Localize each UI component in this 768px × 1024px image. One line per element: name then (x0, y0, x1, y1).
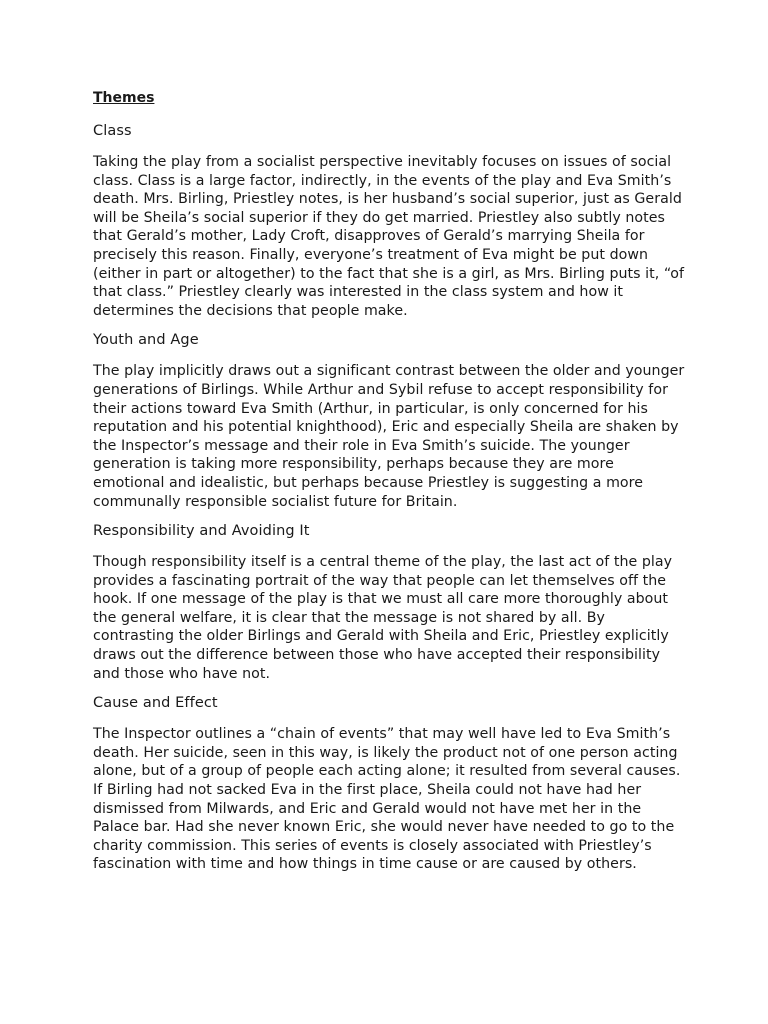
section-heading-youth-and-age: Youth and Age (93, 332, 199, 349)
document-page (93, 88, 685, 884)
section-responsibility (93, 521, 685, 683)
section-body-cause-and-effect: The Inspector outlines a “chain of events” that may well have led to Eva Smith’s death. Her suicide, seen in this way, is likely the product not of one person acting alone, but of a group of people each acting alone; it resulted from several causes. If Birling had not sacked Eva in the first place, Sheila could not have had her dismissed from Milwards, and Eric and Gerald would not have met her in the Palace bar. Had she never known Eric, she would never have needed to go to the charity commission. This series of events is closely associated with Priestley’s fascination with time and how things in time cause or are caused by others. (93, 726, 681, 873)
section-heading-responsibility: Responsibility and Avoiding It (93, 523, 310, 540)
section-youth-and-age (93, 330, 685, 511)
section-cause-and-effect (93, 693, 685, 874)
section-heading-class: Class (93, 123, 132, 139)
document-title: Themes (93, 90, 155, 106)
section-body-class: Taking the play from a socialist perspective inevitably focuses on issues of social class. Class is a large factor, indirectly, in the events of the play and Eva Smith’s death. Mrs. Birling, Priestley notes, is her husband’s social superior, just as Gerald will be Sheila’s social superior if they do get married. Priestley also subtly notes that Gerald’s mother, Lady Croft, disapproves of Gerald’s marrying Sheila for precisely this reason. Finally, everyone’s treatment of Eva might be put down (either in part or altogether) to the fact that she is a girl, as Mrs. Birling puts it, “of that class.” Priestley clearly was interested in the class system and how it determines the decisions that people make. (93, 154, 685, 319)
section-body-responsibility: Though responsibility itself is a central theme of the play, the last act of the play provides a fascinating portrait of the way that people can let themselves off the hook. If one message of the play is that we must all care more thoroughly about the general welfare, it is clear that the message is not shared by all. By contrasting the older Birlings and Gerald with Sheila and Eric, Priestley explicitly draws out the difference between those who have accepted their responsibility and those who have not. (93, 554, 673, 682)
section-body-youth-and-age: The play implicitly draws out a significant contrast between the older and younger generations of Birlings. While Arthur and Sybil refuse to accept responsibility for their actions toward Eva Smith (Arthur, in particular, is only concerned for his reputation and his potential knighthood), Eric and especially Sheila are shaken by the Inspector’s message and their role in Eva Smith’s suicide. The younger generation is taking more responsibility, perhaps because they are more emotional and idealistic, but perhaps because Priestley is suggesting a more communally responsible socialist future for Britain. (93, 363, 685, 510)
section-class (93, 121, 685, 320)
section-heading-cause-and-effect: Cause and Effect (93, 695, 218, 712)
